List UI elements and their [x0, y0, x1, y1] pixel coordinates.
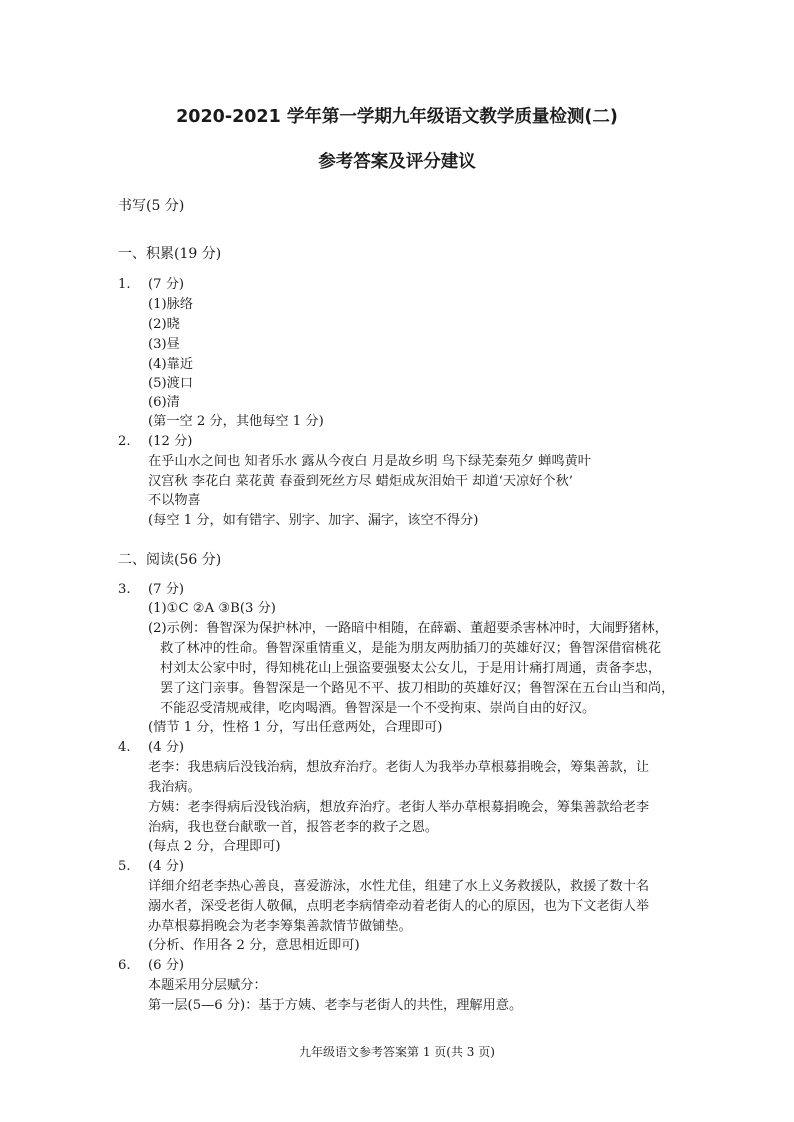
answer-line: 我治病。 [148, 780, 201, 795]
answer-line: 溺水者，深受老街人敬佩，点明老李病情牵动着老街人的心的原因，也为下文老街人举 [148, 899, 650, 914]
answer-line: 办草根募捐晚会为老李筹集善款情节做铺垫。 [148, 919, 412, 934]
answer-line: 方姨：老李得病后没钱治病，想放弃治疗。老街人举办草根募捐晚会，筹集善款给老李 [148, 800, 650, 815]
section-heading: 一、积累(19 分) [118, 246, 222, 262]
answer-item: (3)昼 [148, 337, 180, 352]
page-footer: 九年级语文参考答案第 1 页(共 3 页) [299, 1045, 495, 1059]
answer-item: (2)晓 [148, 317, 180, 332]
answer-line: 罢了这门亲事。鲁智深是一个路见不平、拔刀相助的英雄好汉；鲁智深在五台山当和尚， [160, 681, 675, 696]
answer-line: 救了林冲的性命。鲁智深重情重义，是能为朋友两肋插刀的英雄好汉；鲁智深借宿桃花 [160, 641, 662, 656]
question-number: 6. [118, 958, 131, 973]
answer-line: (1)①C ②A ③B(3 分) [148, 601, 276, 616]
scoring-note: (每点 2 分，合理即可) [148, 839, 281, 854]
question-score: (6 分) [148, 958, 185, 973]
question-number: 1. [118, 277, 131, 292]
answer-line: 治病，我也登台献歌一首，报答老李的救子之恩。 [148, 820, 439, 835]
section-heading: 二、阅读(56 分) [118, 552, 222, 568]
question-number: 3. [118, 582, 131, 597]
answer-line: 在乎山水之间也 知者乐水 露从今夜白 月是故乡明 鸟下绿芜秦苑夕 蝉鸣黄叶 [148, 454, 591, 469]
answer-line: 不以物喜 [148, 493, 201, 508]
page-title: 2020-2021 学年第一学期九年级语文教学质量检测(二) [176, 107, 618, 127]
scoring-note: (分析、作用各 2 分，意思相近即可) [148, 938, 360, 953]
scoring-note: (情节 1 分，性格 1 分，写出任意两处，合理即可) [148, 720, 443, 735]
question-score: (4 分) [148, 859, 185, 874]
answer-item: (1)脉络 [148, 297, 194, 312]
answer-item: (6)清 [148, 395, 180, 410]
answer-line: 第一层(5—6 分)：基于方姨、老李与老街人的共性，理解用意。 [148, 998, 523, 1013]
question-score: (12 分) [148, 434, 193, 449]
writing-score: 书写(5 分) [118, 198, 185, 214]
question-score: (7 分) [148, 277, 185, 292]
question-number: 5. [118, 859, 131, 874]
question-score: (4 分) [148, 740, 185, 755]
scoring-note: (第一空 2 分，其他每空 1 分) [148, 414, 324, 429]
question-score: (7 分) [148, 582, 185, 597]
answer-line: 村刘太公家中时，得知桃花山上强盗要强娶太公女儿，于是用计痛打周通，责备李忠， [160, 661, 662, 676]
page-subtitle: 参考答案及评分建议 [318, 152, 476, 172]
scoring-note: (每空 1 分，如有错字、别字、加字、漏字，该空不得分) [148, 513, 479, 528]
answer-item: (5)渡口 [148, 376, 194, 391]
answer-line: 老李：我患病后没钱治病，想放弃治疗。老街人为我举办草根募捐晚会，筹集善款，让 [148, 760, 650, 775]
question-number: 2. [118, 434, 131, 449]
question-number: 4. [118, 740, 131, 755]
answer-line: (2)示例：鲁智深为保护林冲，一路暗中相随，在薛霸、董超要杀害林冲时，大闹野猪林， [148, 621, 668, 636]
answer-item: (4)靠近 [148, 357, 194, 372]
answer-line: 本题采用分层赋分： [148, 978, 267, 993]
answer-line: 详细介绍老李热心善良，喜爱游泳，水性尤佳，组建了水上义务救援队，救援了数十名 [148, 879, 650, 894]
answer-line: 汉宫秋 李花白 菜花黄 春蚕到死丝方尽 蜡炬成灰泪始干 却道‘天凉好个秋’ [148, 474, 573, 489]
answer-line: 不能忍受清规戒律，吃肉喝酒。鲁智深是一个不受拘束、崇尚自由的好汉。 [160, 701, 596, 716]
